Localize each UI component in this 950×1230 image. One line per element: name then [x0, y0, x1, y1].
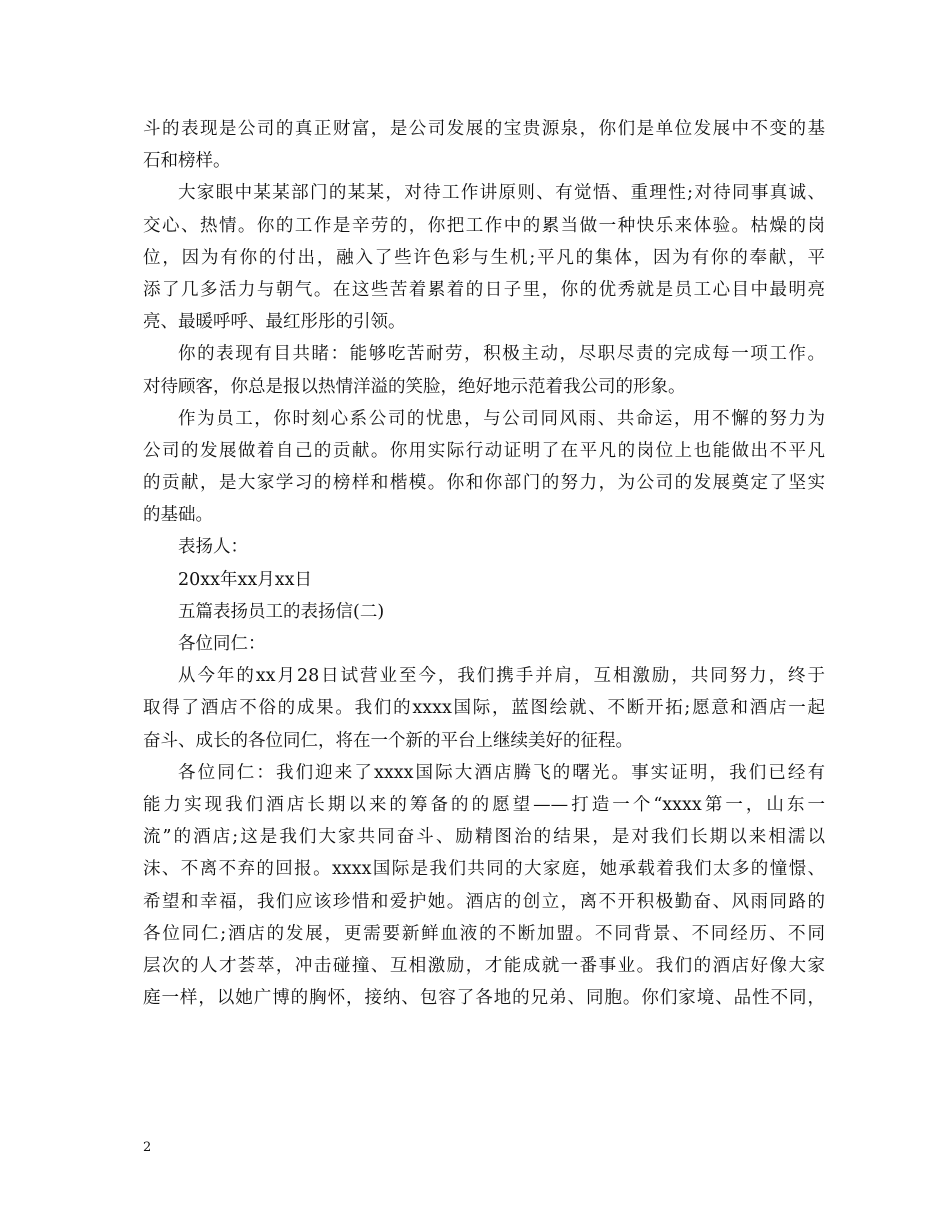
date-line: 20xx年xx月xx日	[178, 569, 312, 590]
text-line: 添了几多活力与朝气。在这些苦着累着的日子里，你的优秀就是员工心目中最明亮	[143, 279, 825, 300]
paragraph-start-line: 你的表现有目共睹：能够吃苦耐劳，积极主动，尽职尽责的完成每一项工作。	[178, 344, 825, 365]
text-line: 各位同仁;酒店的发展，更需要新鲜血液的不断加盟。不同背景、不同经历、不同	[143, 923, 825, 944]
text-line: 石和榜样。	[143, 151, 231, 172]
text-line: 沫、不离不弃的回报。xxxx国际是我们共同的大家庭，她承载着我们太多的憧憬、	[143, 859, 825, 880]
paragraph-start-line: 各位同仁：我们迎来了xxxx国际大酒店腾飞的曙光。事实证明，我们已经有	[178, 762, 825, 783]
paragraph-start-line: 从今年的xx月28日试营业至今，我们携手并肩，互相激励，共同努力，终于	[178, 666, 825, 687]
text-line: 亮、最暖呼呼、最红彤彤的引领。	[143, 312, 406, 333]
section-title: 五篇表扬员工的表扬信(二)	[178, 601, 385, 622]
text-line: 能力实现我们酒店长期以来的筹备的的愿望——打造一个“xxxx第一，山东一	[143, 794, 825, 815]
text-line: 斗的表现是公司的真正财富，是公司发展的宝贵源泉，你们是单位发展中不变的基	[143, 119, 825, 139]
salutation: 各位同仁：	[178, 634, 266, 654]
document-body	[143, 113, 825, 1014]
paragraph-start-line: 大家眼中某某部门的某某，对待工作讲原则、有觉悟、重理性;对待同事真诚、	[178, 183, 825, 204]
text-line: 公司的发展做着自己的贡献。你用实际行动证明了在平凡的岗位上也能做出不平凡	[143, 440, 825, 461]
text-line: 庭一样，以她广博的胸怀，接纳、包容了各地的兄弟、同胞。你们家境、品性不同，	[143, 988, 825, 1009]
text-line: 的贡献，是大家学习的榜样和楷模。你和你部门的努力，为公司的发展奠定了坚实	[143, 473, 825, 494]
text-line: 层次的人才荟萃，冲击碰撞、互相激励，才能成就一番事业。我们的酒店好像大家	[143, 955, 825, 976]
text-line: 对待顾客，你总是报以热情洋溢的笑脸，绝好地示范着我公司的形象。	[143, 376, 686, 397]
paragraph-start-line: 作为员工，你时刻心系公司的忧患，与公司同风雨、共命运，用不懈的努力为	[178, 408, 825, 429]
text-line: 位，因为有你的付出，融入了些许色彩与生机;平凡的集体，因为有你的奉献，平	[143, 247, 825, 268]
text-line: 流”的酒店;这是我们大家共同奋斗、励精图治的结果，是对我们长期以来相濡以	[143, 827, 825, 848]
text-line: 希望和幸福，我们应该珍惜和爱护她。酒店的创立，离不开积极勤奋、风雨同路的	[143, 891, 825, 912]
text-line: 的基础。	[143, 505, 213, 526]
text-line: 取得了酒店不俗的成果。我们的xxxx国际，蓝图绘就、不断开拓;愿意和酒店一起	[143, 698, 825, 719]
text-line: 奋斗、成长的各位同仁，将在一个新的平台上继续美好的征程。	[143, 730, 633, 751]
signature-label: 表扬人：	[178, 537, 248, 558]
text-line: 交心、热情。你的工作是辛劳的，你把工作中的累当做一种快乐来体验。枯燥的岗	[143, 215, 825, 236]
page-number: 2	[143, 1140, 152, 1155]
